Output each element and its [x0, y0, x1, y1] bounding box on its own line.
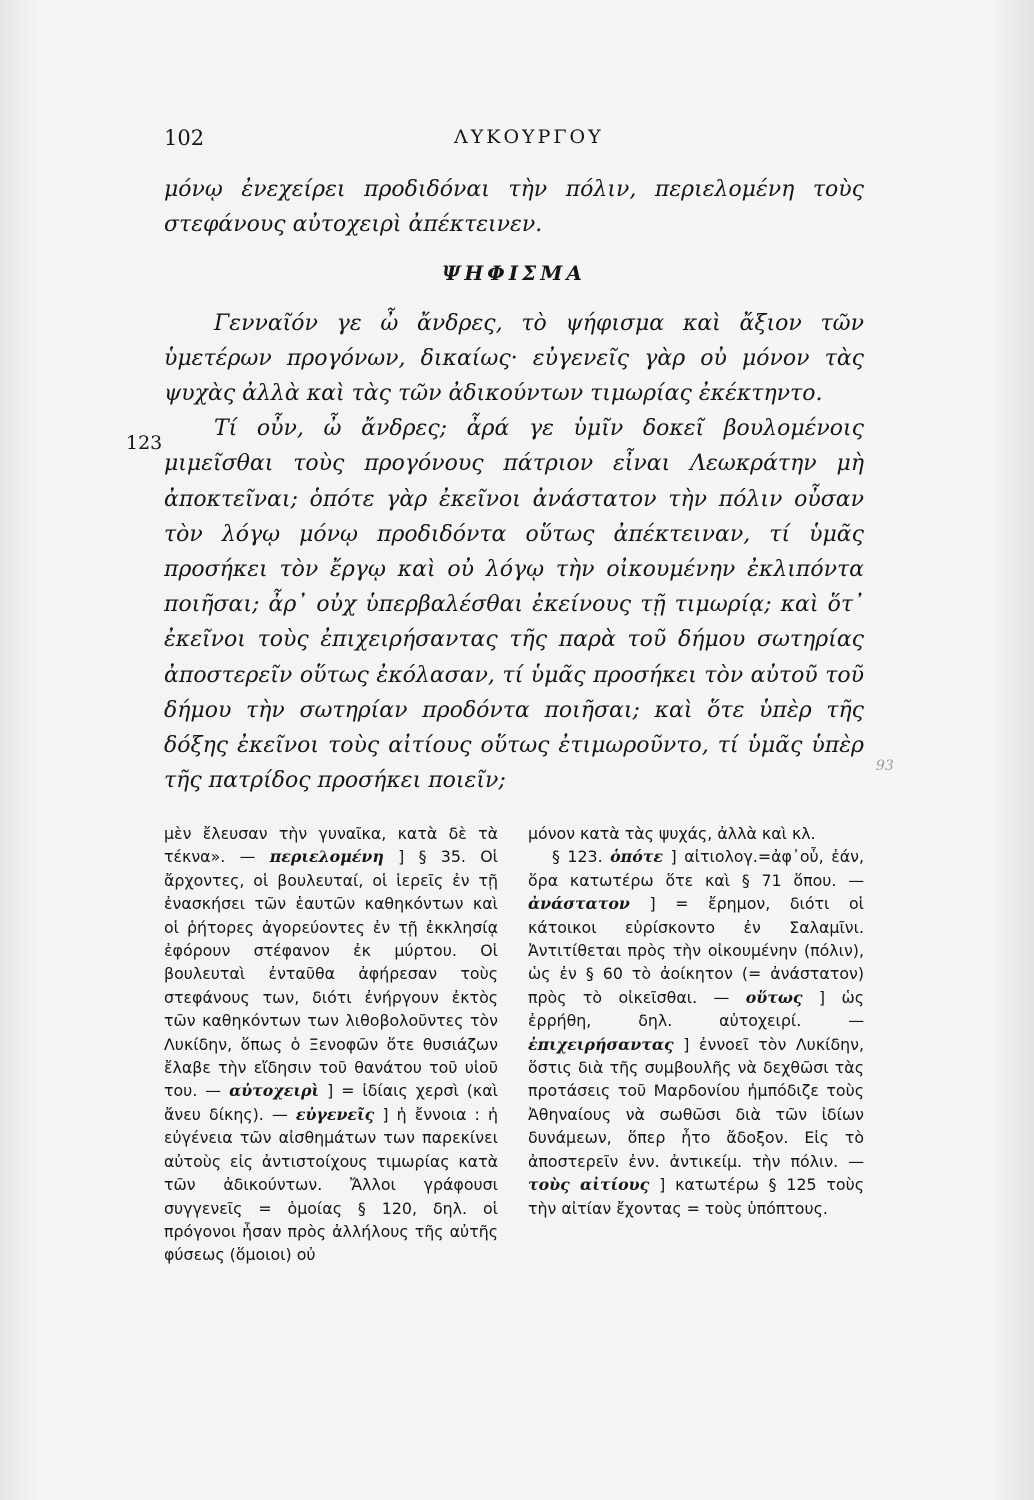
main-text	[164, 172, 864, 798]
main-lead-paragraph: μόνῳ ἐνεχείρει προδιδόναι τὴν πόλιν, περιελομένη τοὺς στεφάνους αὐτοχειρὶ ἀπέκτεινεν.	[164, 177, 864, 238]
commentary-right-column	[528, 822, 864, 1220]
commentary-right-continuation: μόνον κατὰ τὰς ψυχάς, ἀλλὰ καὶ κλ.	[528, 824, 816, 843]
commentary-text: μὲν ἔλευσαν τὴν γυναῖκα, κατὰ δὲ τὰ τέκνα». —	[164, 824, 498, 867]
commentary-text: ] = ἔρημον, διότι οἱ κάτοικοι εὑρίσκοντο ἐν Σαλαμῖνι. Ἀντιτίθεται πρὸς τὴν οἰκουμένην (πόλιν), ὡς ἐν § 60 τὸ ἀοίκητον (= ἀνάστατον) πρὸς τὸ οἰκεῖσθαι. —	[528, 894, 864, 1007]
lemma: τοὺς αἰτίους	[528, 1175, 650, 1195]
lemma: οὕτως	[745, 987, 803, 1007]
commentary-text: ] ὡς ἐρρήθη, δηλ. αὐτοχειρί. —	[528, 987, 864, 1031]
page-header	[164, 126, 864, 156]
commentary-text: ] ἐννοεῖ τὸν Λυκίδην, ὅστις διὰ τῆς συμβουλῆς νὰ δεχθῶσι τὰς προτάσεις τοῦ Μαρδονίου ἠμπόδιζε τοὺς Ἀθηναίους νὰ σωθῶσι διὰ τῶν ἰδίων δυνάμεων, ὅπερ ἦτο ἄδοξον. Εἰς τὸ ἀποστερεῖν ἐνν. ἀντικείμ. τὴν πόλιν. —	[528, 1034, 864, 1171]
lemma: ἐπιχειρήσαντας	[528, 1034, 674, 1054]
running-title: ΛΥΚΟΥΡΓΟΥ	[454, 126, 604, 148]
lemma: εὐγενεῖς	[295, 1104, 375, 1124]
main-paragraph-1: Γενναῖόν γε ὦ ἄνδρες, τὸ ψήφισμα καὶ ἄξιον τῶν ὑμετέρων προγόνων, δικαίως· εὐγενεῖς γὰρ οὐ μόνον τὰς ψυχὰς ἀλλὰ καὶ τὰς τῶν ἀδικούντων τιμωρίας ἐκέκτηντο.	[164, 310, 864, 407]
commentary-left-paragraph	[164, 822, 498, 1267]
commentary-text: ] ἡ ἔννοια : ἡ εὐγένεια τῶν αἰσθημάτων των παρεκίνει αὐτοὺς εἰς ἀντιστοίχους τιμωρίας κατὰ τῶν ἀδικούντων. Ἄλλοι γράφουσι συγγενεῖς = ὁμοίας § 120, δηλ. οἱ πρόγονοι ἦσαν πρὸς ἀλλήλους τῆς αὐτῆς φύσεως (ὅμοιοι) οὐ	[164, 1104, 498, 1265]
lemma: περιελομένη	[269, 847, 384, 867]
commentary-text: ] κατωτέρω § 125 τοὺς τὴν αἰτίαν ἔχοντας = τοὺς ὑπόπτους.	[528, 1175, 864, 1218]
section-title: ΨΗΦΙΣΜΑ	[442, 261, 586, 286]
commentary-text: ] § 35. Οἱ ἄρχοντες, οἱ βουλευταί, οἱ ἱερεῖς ἐν τῇ ἐνασκήσει τῶν ἑαυτῶν καθηκόντων καὶ οἱ ῥήτορες ἀγορεύοντες ἐν τῇ ἐκκλησίᾳ ἐφόρουν στέφανον ἐκ μύρτου. Οἱ βουλευταὶ ἐνταῦθα ἀφήρεσαν τοὺς στεφάνους των, διότι ἐνήργουν ἐκτὸς τῶν καθηκόντων των λιθοβολοῦντες τὸν Λυκίδην, ὅπως ὁ Ξενοφῶν ὅτε θυσιάζων ἔλαβε τὴν εἴδησιν τοῦ θανάτου τοῦ υἱοῦ του. —	[164, 847, 498, 1101]
lemma: αὐτοχειρὶ	[229, 1081, 320, 1101]
commentary-text: ] = ἰδίαις χερσὶ (καὶ ἄνευ δίκης). —	[164, 1081, 498, 1124]
commentary-text: § 123.	[552, 847, 611, 867]
commentary-left-column	[164, 822, 498, 1267]
pencil-marginalia: 93	[876, 758, 894, 774]
commentary-right-paragraph	[528, 845, 864, 1220]
section-number: 123	[126, 432, 163, 454]
main-paragraph-2: Τί οὖν, ὦ ἄνδρες; ἆρά γε ὑμῖν δοκεῖ βουλομένοις μιμεῖσθαι τοὺς προγόνους πάτριον εἶναι Λεωκράτην μὴ ἀποκτεῖναι; ὁπότε γὰρ ἐκεῖνοι ἀνάστατον τὴν πόλιν οὖσαν τὸν λόγῳ μόνῳ προδιδόντα οὕτως ἀπέκτειναν, τί ὑμᾶς προσήκει τὸν ἔργῳ καὶ οὐ λόγῳ τὴν οἰκουμένην ἐκλιπόντα ποιῆσαι; ἆρ᾽ οὐχ ὑπερβαλέσθαι ἐκείνους τῇ τιμωρίᾳ; καὶ ὅτ᾽ ἐκεῖνοι τοὺς ἐπιχειρήσαντας τῆς παρὰ τοῦ δήμου σωτηρίας ἀποστερεῖν οὕτως ἐκόλασαν, τί ὑμᾶς προσήκει τὸν αὐτοῦ τοῦ δήμου τὴν σωτηρίαν προδόντα ποιῆσαι; καὶ ὅτε ὑπὲρ τῆς δόξης ἐκεῖνοι τοὺς αἰτίους οὕτως ἐτιμωροῦντο, τί ὑμᾶς ὑπὲρ τῆς πατρίδος προσήκει ποιεῖν;	[164, 416, 864, 794]
lemma: ὁπότε	[610, 847, 663, 867]
lemma: ἀνάστατον	[528, 894, 630, 914]
page-number: 102	[164, 126, 205, 150]
commentary-text: ] αἰτιολογ.=ἀφ᾽οὗ, ἐάν, ὅρα κατωτέρω ὅτε καὶ § 71 ὅπου. —	[528, 847, 864, 890]
